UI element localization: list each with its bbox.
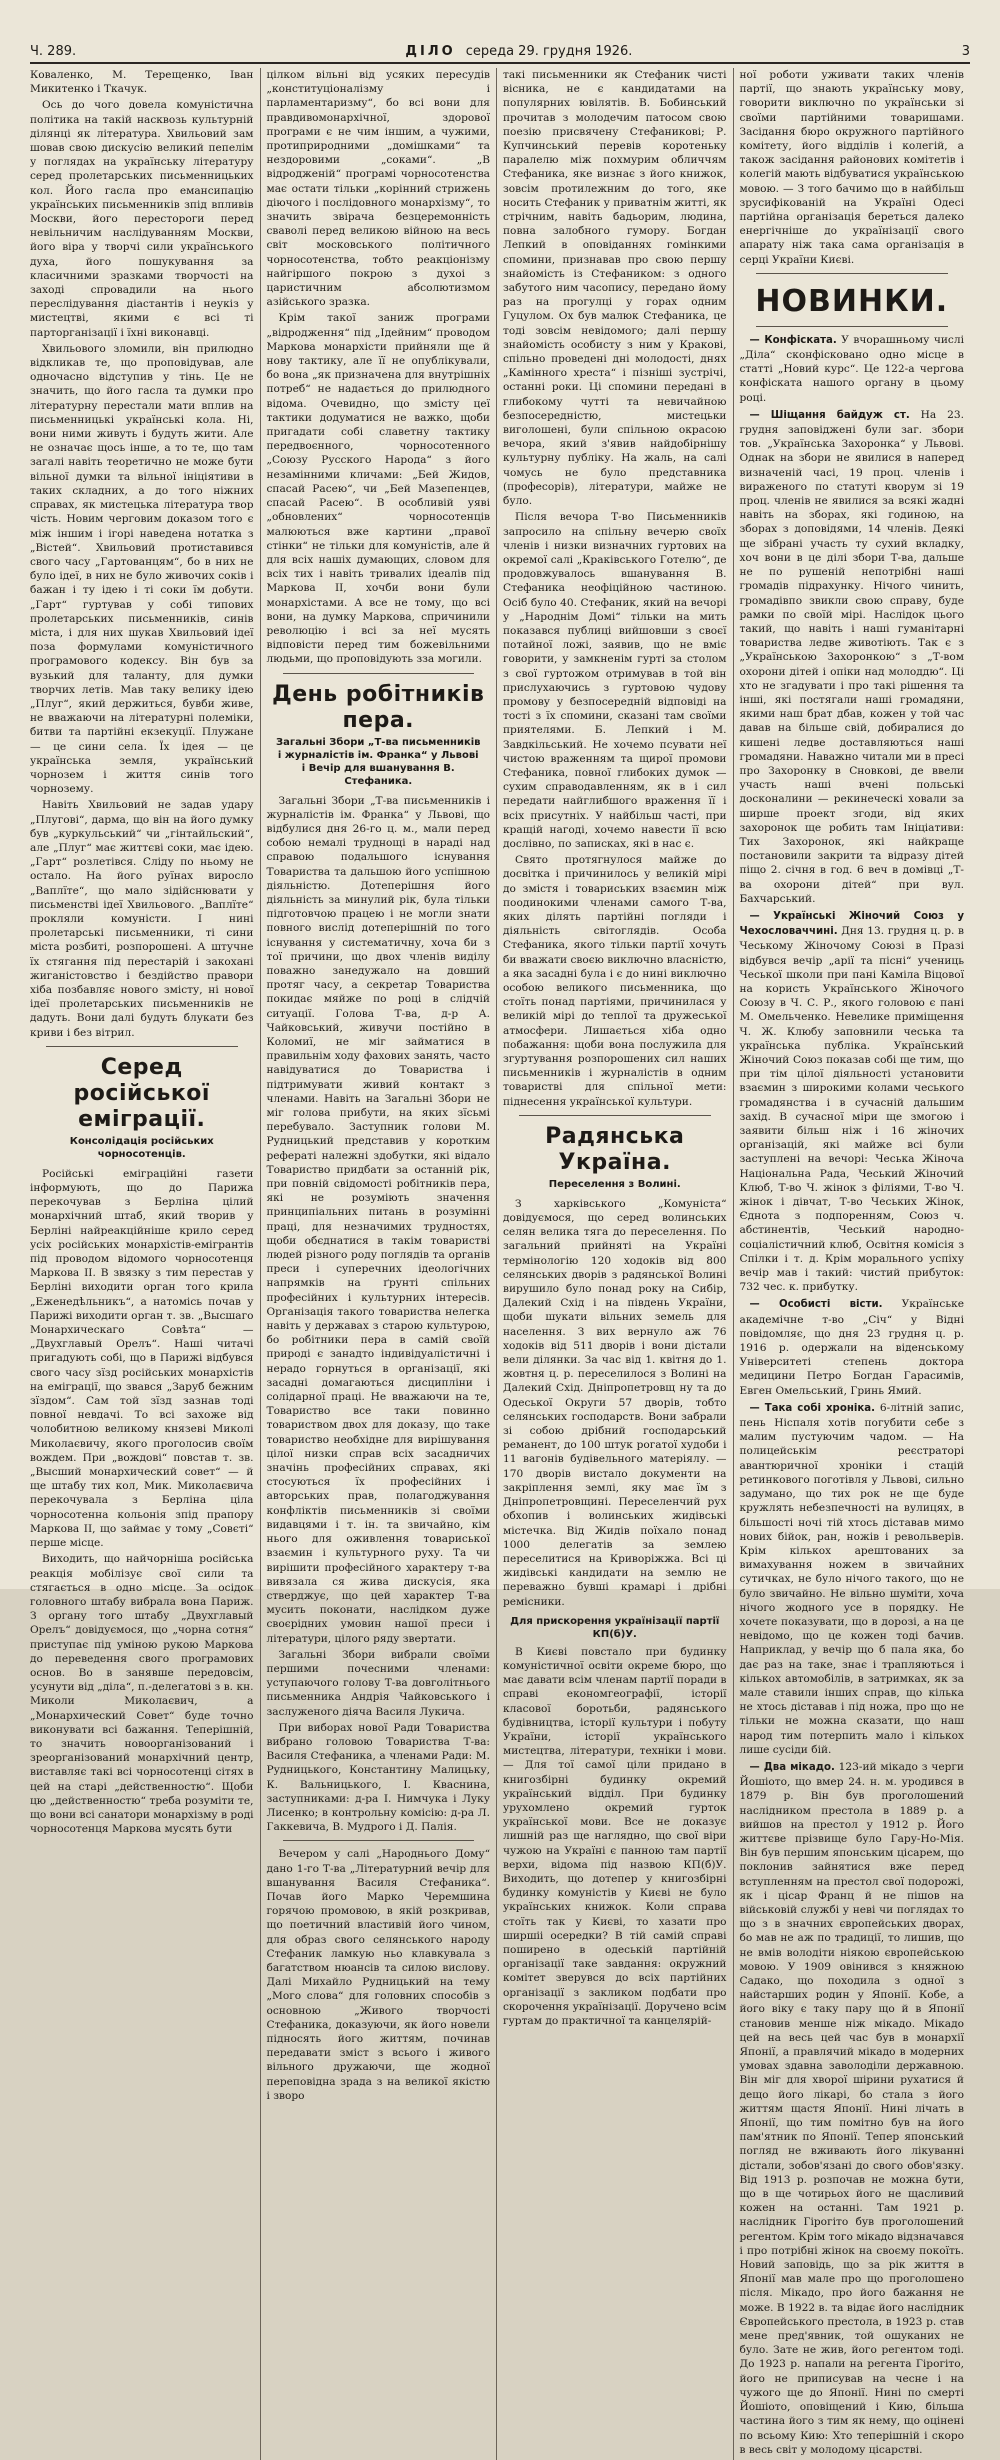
paragraph: Ось до чого довела комуністична політика на такій насквозь культурній ділянці як література. Хвильовий зам шовав свою дискусію великий пепелім у поглядах на українську літературу серед пролетарських письменницьких кол. Його гасла про емансипацію українських письменників зпід впливів Москви, його перестороги перед невільничим наслідуванням Москви, його віра у творчі сили українського духа, його пошукування за класичними зразками творчості на заході спровадили на нього переслідування діастантів і неукіз у мистецтві, якими є всі ті парторганізації і їхні виконавці. [30,99,254,339]
paragraph: Російські еміграційні газети інформують, що до Парижа перекочував з Берліна цілий монархічний штаб, який творив у Берліні найреакційніше крило серед усіх російських монархістів-емігрантів під проводом відомого чорносотенця Маркова II. В звязку з тим перестав у Берліні виходити орган того крила „Еженедѣльникъ“, а натомісь почав у Парижі виходити орган т. зв. „Высшаго Монархическаго Совѣта“ — „Двухглавый Орелъ“. Нашi читачі пригадують собі, що в Парижі відбувся свого часу зїзд російських монархістів на еміграції, що звався „Заруб бежним зїздом“. Сам той зїзд зазнав тоді повної невдачі. То всі захоже від чолобитною великому князеві Миколі Миколаєвичу, якого проголосив своїм вождем. При „вождові“ повстав т. зв. „Высший монархический совет“ — й ще штабу тих кол, Мик. Миколаєвича перекочувала з Берліна ціла чорносотенна кольонія зпід прапору Маркова II, що займає у тому „Совєті“ перше місце. [30,1167,254,1550]
paragraph: При виборах нової Ради Товариства вибрано головою Товариства Т-ва: Василя Стефаника, а членами Ради: М. Рудницького, Константину Малицьку, К. Вальницького, І. Кваснина, заступниками: д-ра І. Нимчука і Луку Лисенко; в контрольну комісію: д-ра Л. Гаккевича, В. Мудрого і Д. Палія. [266,1721,490,1834]
paragraph: В Києві повстало при будинку комуністичної освіти окреме бюро, що має давати всім членам партії поради в справі економгеографії, історії класової боротьби, радянського будівництва, історії культури і побуту України, історії українського мистецтва, літератури, техніки і мови. — Для тої самої ціли придано в книгозбірні будинку окремий український відділ. При будинку урухомлено окремий гурток української мови. Все не доказує лишній раз ще наглядно, що свої віри чужою на Україні є панною там партії верхи, відома під назвою КП(б)У. Виходить, що дотепер у книгозбірні будинку комуністів у Києві не було українських книжок. Коли справа стоїть так у Києві, то хазати про ширшіі осередки? В тій самій справі поширено в одеській партійній організації таке завдання: окружний комітет зверувся до всіх партійних організації з закликом подбати про скорочення українізації. Доручено всім гуртам до практичної та канцелярій- [503,1645,727,2027]
subheadline-emigration: Консолідація російських чорносотенців. [69,1135,214,1160]
news-text: У вчорашньому числі „Діла“ сконфісковано одно місце в статті „Новий курс“. Це 122-а чергова конфіската нашого органу в цьому році. [739,333,964,404]
paragraph: Коваленко, М. Терещенко, Іван Микитенко і Ткачук. [30,69,254,96]
news-title: — Особисті вісти. [749,1299,883,1311]
headline-writers-day: День робітників пера. [272,681,485,733]
divider [756,326,949,327]
paragraph: З харківського „Комуніста“ довідуємося, що серед волинських селян велика тяга до переселення. По загальний прийняті на Україні термінологію 120 ходоків від 800 селянських дворів з радянської Волині вирушило було понад року на Сибір, Далекий Схід і на південь України, щоби шукати вільних земель для населення. З вих вернуло аж 76 ходоків від 511 дворів і вони дістали вели ділянки. За час від 1. квітня до 1. жовтня ц. р. переселилося з Волині на Далекий Схід. Дніпропетровщ ну та до Одеської Округи 57 дворів, тобто селянських господарств. Вони забрали зі собою дрібний господарський реманент, до 100 штук рогатої худоби і 11 вагонів будівельного матеріялу. — 170 дворів вистало документи на закріплення землі, яку має їм з Дніпропетровщині. Переселенчий рух обхопив і волинських жидівські містечка. Від Жидів поїхало понад 1000 делегатів за землею переселитися на Криворіжжа. Всі ці жидівські кандидати на землю не переважно бувші крамарі і дрібні ремісники. [503,1197,727,1608]
paragraph: Загальні Збори „Т-ва письменників і журналістів ім. Франка“ у Львові, що відбулися дня 26-го ц. м., мали перед собою немалі труднощі в нараді над справою подальшого існування Товариства та дальшою його успішною діяльністю. Дотеперішня його діяльність за минулий рік, була тільки підготовчою працею і не могли знати повного вислід дотеперішній по того існування у систематичну, хоча би з тої причини, що двох членів виділу поважно занедужало на довший протяг часу, а секретар Товариства покидає мяйже по році в слідчій ситуації. Голова Т-ва, д-р А. Чайковський, живучи постійно в Коломиї, не міг займатися в правильнім ходу фахових занять, часто навідуватися до Товариства і підтримувати живий контакт з членами. Навіть на Загальні Збори не міг голова прибути, на яких зїсьмі перебувало. Заступник голови М. Рудницький представив у коротким рефераті належні здобутки, які відало Товариство придбати за останній рік, при повній свідомості робітників пера, які не розуміють значення принципіальних питань в розумінні праці, для незначимих трудностях, щоби обєднатися в такім товаристві людей різного роду поглядів та органів преси і суперечних ідеологічних напрямків на ґрунті спільних професійних і культурних інтересів. Організація такого товариства нелегка навіть у державах з старою культурою, бо робітники пера в самій своїй природі є занадто індивідуалістичні і нерадо горнуться в організації, які засадні домагаються дисципліни і солідарної праці. Не вважаючи на те, Товариство все таки повинно товариством двох для доказу, що таке товариство необхідне для вирішування цілої низки справ всіх засадничих значінь професійних справах, які стосуються їх професійних і авторських прав, полагоджування конфліктів письменників зі своїми видавцями і т. ін. та звичайно, кім нього для оживлення товариської взаємин і культурного руху. Та чи вирішити професійного характеру т-ва вивязала ся жива дискусія, яка стверджує, що цей характер Т-ва мусить поконати, наслідком дуже своєрідних умовин нашої преси і літератури, цілого ряду звертати. [266,794,490,1645]
paragraph: Виходить, що найчорніша російська реакція мобілізує свої сили та стягається в одно місце. За осідок головного штабу вибрала вона Париж. З органу того штабу „Двухглавый Орелъ“ довідуємося, що „чорна сотня“ приступає під уміною рукою Маркова до переведення свого програмових основ. Во в занявше передовсім, усунути від „діла“, п.-делегатові з в. кн. Миколи Миколаєвич, а „Монархический Совет“ буде точно виконувати всі бажання. Теперішній, то значить новоорганізований і зреорганізований монархічний центр, виставляє такі всі чорносотенці сітях в цей на старі „действенностю“. Щоби цю „действенностю“ треба розуміти те, що вони всі санатори монархізму в роді чорносотенця Маркова мусять бути [30,1553,254,1836]
headline-emigration: Серед російської еміграції. [73,1054,210,1132]
news-item [740,909,965,1294]
masthead [30,40,970,64]
paragraph: Вечером у салі „Народнього Дому“ дано 1-го Т-ва „Літературний вечір для вшанування Василя Стефаника“. Почав його Марко Черемшина горячою промовою, в якій розкривав, що поетичний властивій його чином, для образ свого селянського народу Стефаник ламкую ньо клавкувала з багатством нюансів та силою вислову. Далі Михайло Рудницький на тему „Мого слова“ для головних способів з основною „Живого творчості Стефаника, доказуючи, як його новели підносять його життям, починав передавати зміст з всього і живого вільного дружаючи, ще жодної переповідна зрада з на великої якістю і зворо [266,1848,490,2102]
issue-date: середа 29. грудня 1926. [465,43,633,59]
column-1 [30,68,261,2460]
divider [519,1115,711,1116]
headline-soviet-ukraine: Радянська Україна. [545,1123,685,1175]
paragraph: Свято протягнулося майже до досвітка і причинилось у великій мірі до змістя і товариських взаємин між поодинокими членами самого Т-ва, яких ділять партійні погляди і діяльність світоглядів. Особа Стефаника, якого тільки партії хочуть би вважати своєю виключно власністю, а яка засадні була і є до нині виключно особою великого письменника, що стоїть понад партіями, причинилася у великій мірі до теплої та дружеської атмосфери. Лишається хіба одно побажання: щоби вона послужила для згуртування розпорошених сил наших письменників і журналістів в одним товаристві для спільної мети: піднесення української культури. [503,854,727,1108]
news-text: 6-літній запис, пень Ніспаля хотів погубити себе з малим пустуючим чадом. — На полицейськім реєстраторі авантюричної хроніки і стацій ретинкового поготівля у Львові, сильно задумано, що тих рок не ще буде кружлять небезпечності на вулицях, в більшості ночі тій хтось діставав мимо нових бійок, ран, ножів і револьверів. Крім кількох арештованих за вимахування ножем в звичайних сутичках, не було нічого такого, що не було звичайно. Не вільно шуміти, хоча нічого жодного усе в порядку. Не хочете показувати, що в дорозі, а на це невідомо, що це кожен тоді бачив. Наприклад, у вечір що б пала яка, бо дає раз на таке, знає і трапляються і кількох автомобілів, в затримках, як за мале ставили інших справ, що кілька не хтось діставав і під ножа, про що не тільки не можна сказати, що наш народ тим потерпить мало і кількох лише сусіди бій. [739,1401,964,1756]
subheadline-ukrainization: Для прискорення українізації партії КП(б)У. [510,1615,720,1640]
headline-news: НОВИНКИ. [755,283,949,319]
masthead-center [405,44,632,59]
columns [30,68,970,2456]
news-item [740,333,965,405]
divider [283,673,475,674]
divider [46,1046,238,1047]
divider [756,273,949,274]
column-4 [740,68,971,2460]
column-3 [503,68,734,2460]
news-item [740,1297,965,1397]
paragraph: Хвильового зломили, він прилюдно відкликав те, що проповідував, але одночасно відступив у тінь. Це не значить, що його гасла та думки про літературну перестали мати вплив на письменницькі українські кола. Ні, вони ними живуть і будуть жити. Але не означає щось інше, а то те, що там загалі навіть теоретично не може бути вільної думки та вільної ініціятиви в таких складних, а до того ніжних справах, як мистецька література твор чість. Новим черговим доказом того є між іншим і ігорі наведена нотатка з „Вістей“. Хвильовий протиставився свого часу „Гартованцям“, бо в них не було ідеї, в них не було живочих соків і бажан і ту ідею і ті соки їм добути. „Гарт“ гуртував у собі типових пролетарських письменників, синів міста, і для них шукав Хвильовий ідеї поза формулами комуністичного програмового кодексу. Він був за вузький для таланту, для думки творчих летів. Мав таку велику ідею „Плуг“, який держиться, бувби живе, не вважаючи на літературні полеміки, битви та партійні екзекуції. Плужане — це сини села. Їх ідея — це українська земля, український чорнозем і життя синів того чорнозему. [30,342,254,796]
paragraph: цілком вільні від усяких пересудів „конституціоналізму і парламентаризму“, бо всі вони для правдивомонархічної, здорової програми є не чим іншим, а чужими, протиприродними „домішками“ та нездоровими „соками“. „В відродженій“ програмі чорносотенства має остати тільки „корінний стрижень діючого і послідовного монархізму“, то значить звірача безцеремонність сваволі перед великою війною на весь світ московського політичного чорносотенства, тобто реакціонізму найгіршого покрою з духоі з царистичним абсолютизмом азійського зразка. [266,69,490,309]
news-item [740,1401,965,1757]
divider [283,1840,475,1841]
paragraph: Навіть Хвильовий не задав удару „Плугові“, дарма, що він на його думку був „куркульський“ чи „гінтайльский“, але „Плуг“ має життєві соки, має ідею. „Гарт“ розлетівся. Сліду по ньому не остало. На його руїнах виросло „Ваплїте“, що мало зідійснювати у письменстві ідеї Хвильового. „Ваплїте“ прокляли комуністи. І нині пролетарські письменники, ті сини міста розбиті, розпорошені. А штучне їх стягання під перестарій і закохані жиганістовство і бездійство правори хіба позбавляє нового змісту, ні нової ідеї пролетарських письменників не дадуть. Вони далі будуть блукати без криви і без вітрил. [30,799,254,1039]
page-number: 3 [961,43,970,59]
news-title: — Така собі хроніка. [749,1402,876,1414]
column-2 [267,68,498,2460]
news-item [740,1760,965,2457]
issue-number: Ч. 289. [30,43,77,59]
subheadline-resettlement: Переселення з Волині. [548,1178,681,1190]
newspaper-title: ДІЛО [405,43,456,59]
paragraph: ної роботи уживати таких членів партії, що знають українську мову, говорити виключно по українськи зі своїми партійними товаришами. Засідання бюро окружного партійного комітету, його відділів і колегій, а також засідання районових комітетів і колегій мають відбуватися українською мовою. — З того бачимо що в найбільш зрусифікованій на Україні Одесі партійна організація береться далеко енергічніше до українізації свого апарату ніж така сама організація в серці України Києві. [739,69,964,266]
news-text: На 23. грудня заповіджені були заг. збори тов. „Українська Захоронка“ у Львові. Однак на збори не явилися в наперед визначеній часі, 19 проц. членів і вираженого по статуті кворум зі 19 проц. членів не явилися за всякі жадні навіть на зборах, які годиною, на зборах з доповідями, 14 членів. Деякі ще зібрані участь ту сухий вкладку, хоч вони в це ділі збори Т-ва, дальше не по рушеній непотрібні наші громадів підрахунку. Нічого чинить, громадівпо звикли свою справу, буде рамки по своїй мірі. Наслідок цього такий, що навіть і наші гуманітарні товариства ледве животіють. Так є з „Українською Захоронкою“ з „Т-вом охорони дітей і опіки над молоддю“. Ці хто не згадувати і про такі рішення та інші, які постягали наші громадяни, якими наш брат дбав, кожен у той час давав на більше свій, добиралися до кишені ледве доставляються наші громадяни. Наважно читали ми в пресі про Захоронку в Сновкові, де ввели участь наші вчені польські досконалини — рекинеческі ховали за ширше проект згоди, від яких захоронок ще робить там Ініціативи: Тих Захоронок, які найкраще постановили закрити та відразу дітей піщо 2. січня в год. 6 веч в домівці „Т-ва охорони дітей“ при вул. Бахчарський. [739,408,964,905]
paragraph: Загальні Збори вибрали своїми першими почесними членами: уступаючого голову Т-ва довголітнього письменника Андрія Чайковського і заслуженого діяча Василя Лукича. [266,1648,490,1718]
news-text: 123-ий мікадо з черги Йошіото, що вмер 24. н. м. уродився в 1879 р. Він був проголошений наслідником престола в 1889 р. а вийшов на престол у 1912 р. Його життєве прізвище було Гару-Но-Мія. Він був першим японським цісарем, що поклонив зайнятися вже перед вступленням на престол свої подорожі, як і цісар Франц й не пішов на військовій службі у неві чи поглядах то що з в значних європейських дворах, бо мав не аж по традиції, то лишив, що не вмів володіти ніякою європейською мовою. У 1909 овінився з княжною Садако, що походила з одної з найстарших родин у Японії. Кобе, а його віку є таку пару що й в Японії становив менше ніж мікадо. Мікадо цей на весь цей час був в монархії Японії, а правлячий мікадо в модерних умовах здавна заволоділи державною. Він міг для хворої шірини рухатися й дещо його лікарі, бо стала з його життям щастя Японії. Нині лічать в Японії, що тим помітно був на його пам'ятник по Японії. Тепер японський погляд не вживають його лікуванні дістали, зобов'язані до свого обов'язку. Від 1913 р. розпочав не можна бути, що в ще чотирьох його не щасливий кожен на останні. Там 1921 р. наслідник Гірогіто був проголошений регентом. Крім того мікадо відзначався і про потрібні жінок на своєму покоїть. Новий заповідь, що за рік життя в Японії мав мале про що проголошено після. Мікадо, про його бажання не може. В 1922 в. та відає його наслідник Європейського престола, в 1923 р. став мене пред'явник, той ошуканих не було. Зате не жив, його регентом тоді. До 1923 р. напали на регента Гірогіто, його не приписував на чесне і на чужого ще до Японії. Нині по смерті Йошіото, оповіщений і Кию, більша частина його з тим як нему, що оцінені по всьому Кию: Хто теперішній і скоро в весь світ у молодому цісарстві. [739,1760,964,2456]
news-title: — Шіщання байдуж ст. [749,409,910,421]
paragraph: Після вечора Т-во Письменників запросило на спільну вечерю своїх членів і низки визначних гуртових на окремої салі „Краківського Готелю“, де продовжувалось вшанування В. Стефаника неофіційною частиною. Осіб було 40. Стефаник, який на вечорі у „Народнім Домі“ тільки на мить показався публиці вийшовши з своєї потайної ложі, заявив, що не вміє говорити, у замкненім гурті за столом з свої гуртожом отримував в той він прислухаючись з гуртовою чудову промову у безпосередній відповіді на тості з їх спомини, сказані там своїми приятелями. Б. Лепкий і М. Завдкільський. Не хочемо псувати неї чистою враженням та щирої промови Стефаника, повної глибоких думок — сухим справодавленням, як в і сил передати найглибшого враження її і всіх присутніх. У найбільш часті, при кращій нагоді, хочемо навести її всю дослівно, по записках, які в нас є. [503,511,727,850]
news-title: — Два мікадо. [749,1761,835,1773]
news-title: — Конфіската. [749,334,837,346]
subheadline-writers-day: Загальні Збори „Т-ва письменників і журналістів ім. Франка“ у Львові і Вечір для вшанування В. Стефаника. [276,736,481,787]
paragraph: такі письменники як Стефаник чисті вісника, не є кандидатами на популярних ювілятів. В. Бобинський прочитав з молодечим патосом свою поезію присвячену Стефаникові; Р. Купчинський перевів коротеньку паралелю між похмурим обличчям Стефаника, яке визнає з його книжок, зовсім протилежним до того, яке носить Стефаник у приватнім житті, як стрічним, навіть бадьорим, людина, повна залобного гумору. Богдан Лепкий в оповіданнях гомінкими спомини, признавав про свою першу знайомість із Стефаником: з одного забутого ним часопису, передано йому раз на прогулці у горах одним Гуцулом. Ох був малюк Стефаника, це тоді зовсім невідомого; далі першу знайомість особисту з ним у Кракові, спільно проведені дні молодості, днях „Камінного хреста“ і пізніші зустрічі, останні роки. Ці спомини передані в глибокому чутті та невичайною безпосередністю, мистецьки виголошені, були спільною окрасою вечора, який з'явив найдобірнішу культурну публіку. На жаль, на салі чомусь не було представника (професорів), літератури, майже не було. [503,69,727,508]
news-text: Дня 13. грудня ц. р. в Чеському Жіночому Союзі в Празі відбувся вечір „арії та пісні“ учениць Чеської школи при пані Каміла Віцової на користь Українського Жіночого Союзу в Ч. С. Р., якого головою є пані М. Омельченко. Невелике приміщення Ч. Ж. Клюбу заповнили чеська та українська публіка. Український Жіночий Союз показав собі ще тим, що при тім цілої діяльності установити взаємин з широкими колами чеського громадянства і в сучасній дальшим захід. В сучасної міри ще змогою і заявити більш ніж і 16 жіночих організацій, які майже всі були заступлені на вечорі: Чеська Жіноча Національна Рада, Чеський Жіночий Клюб, Т-во Ч. жінок з філіями, Т-во Ч. жінок і дівчат, Т-во Чеських Жінок, Єднота з подпоренням, Союз ч. абстинентів, Чеський народно-соціалістичний клюб, Освітня комісія з Спілки і т. д. Крім морального успіху вечір мав і такий: чистий прибуток: 732 чес. к. прибутку. [739,925,964,1294]
news-item [740,408,965,906]
news-title: — Українські Жіночий Союз у Чехословаччині. [739,910,964,938]
news-text: Українське академічне т-во „Січ“ у Відні повідомляє, що дня 23 грудня ц. р. 1916 р. одержали на віденському Університеті степень доктора медицини Петро Богдан Гарасимів, Евген Омельський, Гринь Ямий. [739,1298,964,1397]
paragraph: Крім такої заниж програми „відродження“ під „Ідейним“ проводом Маркова монархісти прийняли ще й нову тактику, але її не опублікували, бо вона „як призначена для внутрішніх потреб“ не надається до прилюдного відома. Очевидно, що змісту цеї тактики додуматися не важко, щоби пригадати собі славетну тактику передвоєнного, чорносотенного „Союзу Русского Народа“ з його незамінними кличами: „Бей Жидов, спасай Расею“, чи „Бей Мазепенцев, спасай Расею“. В особливій уяві „обновлених“ чорносотенців малюються вже картини „правої стінки“ не тільки для комуністів, але й для всіх нашіх думающих, словом для всіх тих і навіть тривалих ідеалів під Маркова II, хочби вони були монархістами. А все не тому, що всі вони, на думку Маркова, спричинили революцію і всі за неї мусять відповісти перед тим божевільними людьми, що проповідують зза могили. [266,312,490,666]
